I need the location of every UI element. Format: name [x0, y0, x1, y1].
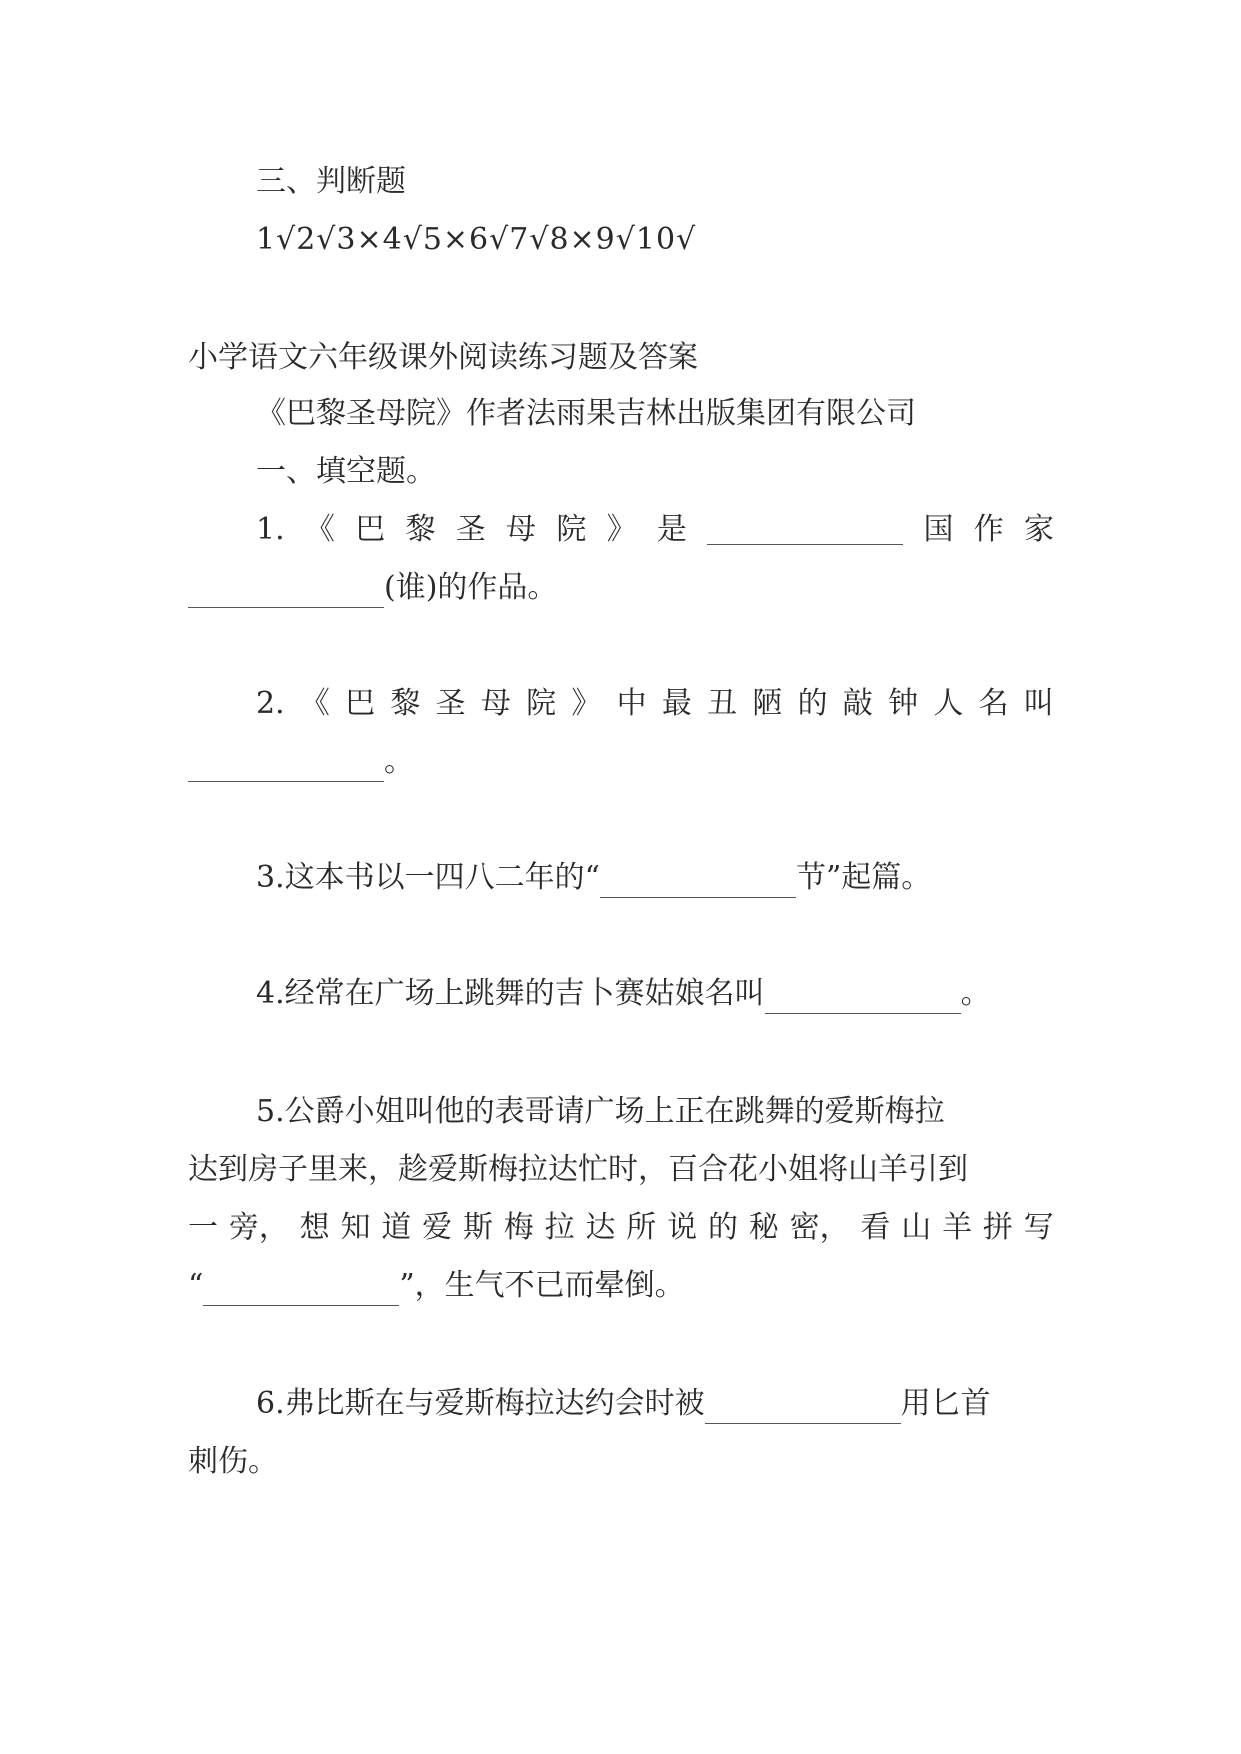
- q1-char: 黎: [405, 512, 436, 547]
- q5-blank[interactable]: [203, 1271, 399, 1306]
- q5-char: 羊: [942, 1210, 973, 1245]
- q2-char: 陋: [752, 686, 783, 721]
- q1-char: 1.: [256, 512, 285, 547]
- q5-line4-after: ”，生气不已而晕倒。: [399, 1268, 685, 1303]
- q5-char: 达: [585, 1210, 616, 1245]
- q2-char: 《: [299, 686, 330, 721]
- q2-char: 人: [933, 686, 964, 721]
- q5-char: 看: [860, 1210, 891, 1245]
- question-5-line3: [188, 1208, 1054, 1248]
- question-5-line4: [188, 1266, 1054, 1306]
- section3-heading: 三、判断题: [256, 164, 406, 199]
- q5-char: 的: [707, 1210, 738, 1245]
- q2-char: 》: [571, 686, 602, 721]
- q2-line2-text: 。: [384, 744, 414, 779]
- article-title: 小学语文六年级课外阅读练习题及答案: [188, 340, 698, 375]
- q5-char: 想: [299, 1210, 330, 1245]
- q1-char: 巴: [355, 512, 386, 547]
- q5-char: 拉: [544, 1210, 575, 1245]
- q5-char: 密，: [789, 1210, 850, 1245]
- q1-char: 家: [1024, 512, 1054, 547]
- q1-char: 《: [304, 512, 335, 547]
- question-4: [256, 974, 1054, 1014]
- q5-char: 秘: [748, 1210, 779, 1245]
- q1-char: 母: [506, 512, 537, 547]
- book-info: 《巴黎圣母院》作者法雨果吉林出版集团有限公司: [256, 396, 916, 431]
- q6-after: 用匕首: [900, 1386, 991, 1421]
- q5-char: 旁，: [228, 1210, 289, 1245]
- q5-char: 所: [626, 1210, 657, 1245]
- q1-char: 圣: [455, 512, 486, 547]
- question-2-line1: [256, 684, 1054, 724]
- q2-char: 名: [978, 686, 1009, 721]
- q2-char: 巴: [345, 686, 376, 721]
- q5-char: 拼: [982, 1210, 1013, 1245]
- question-3: [256, 858, 1054, 898]
- q2-char: 钟: [888, 686, 919, 721]
- q5-quote-open: “: [188, 1268, 204, 1303]
- q1-char: 是: [656, 512, 687, 547]
- question-1-line1: [256, 510, 1054, 550]
- q1-char: 作: [973, 512, 1004, 547]
- question-6-line1: [256, 1384, 1054, 1424]
- q2-char: 黎: [390, 686, 421, 721]
- q6-blank[interactable]: [705, 1389, 901, 1424]
- q5-char: 梅: [503, 1210, 534, 1245]
- q1-char: 院: [556, 512, 587, 547]
- q2-char: 中: [616, 686, 647, 721]
- q1-blank-author[interactable]: [188, 573, 384, 608]
- question-5-line2: 达到房子里来，趁爱斯梅拉达忙时，百合花小姐将山羊引到: [188, 1152, 968, 1187]
- q2-char: 最: [661, 686, 692, 721]
- section1-heading: 一、填空题。: [256, 454, 436, 489]
- question-1-line2: [188, 568, 1054, 608]
- q3-blank[interactable]: [600, 863, 796, 898]
- q5-char: 斯: [462, 1210, 493, 1245]
- q5-char: 说: [667, 1210, 698, 1245]
- question-2-line2: [188, 742, 1054, 782]
- q5-char: 爱: [422, 1210, 453, 1245]
- q3-after: 节”起篇。: [795, 860, 932, 895]
- question-5-line1: 5.公爵小姐叫他的表哥请广场上正在跳舞的爱斯梅拉: [256, 1094, 945, 1129]
- q2-char: 母: [480, 686, 511, 721]
- question-6-line2: 刺伤。: [188, 1444, 278, 1479]
- q1-line2-text: (谁)的作品。: [384, 570, 558, 605]
- q2-blank[interactable]: [188, 747, 384, 782]
- q5-char: 一: [188, 1210, 218, 1245]
- q1-char: 》: [606, 512, 637, 547]
- q2-char: 叫: [1023, 686, 1054, 721]
- q5-char: 道: [381, 1210, 412, 1245]
- q2-char: 敲: [842, 686, 873, 721]
- q4-after: 。: [960, 976, 991, 1011]
- q2-char: 院: [526, 686, 557, 721]
- q5-char: 知: [340, 1210, 371, 1245]
- q5-char: 山: [901, 1210, 932, 1245]
- q2-char: 2.: [256, 686, 285, 721]
- q1-blank-country[interactable]: [707, 510, 903, 545]
- q5-char: 写: [1023, 1210, 1054, 1245]
- q1-char: 国: [923, 512, 954, 547]
- q2-char: 丑: [707, 686, 738, 721]
- q4-before: 4.经常在广场上跳舞的吉卜赛姑娘名叫: [256, 976, 765, 1011]
- q6-before: 6.弗比斯在与爱斯梅拉达约会时被: [256, 1386, 705, 1421]
- q3-before: 3.这本书以一四八二年的“: [256, 860, 600, 895]
- q2-char: 的: [797, 686, 828, 721]
- q4-blank[interactable]: [765, 979, 961, 1014]
- section3-answers: 1√2√3×4√5×6√7√8×9√10√: [256, 222, 697, 257]
- q2-char: 圣: [435, 686, 466, 721]
